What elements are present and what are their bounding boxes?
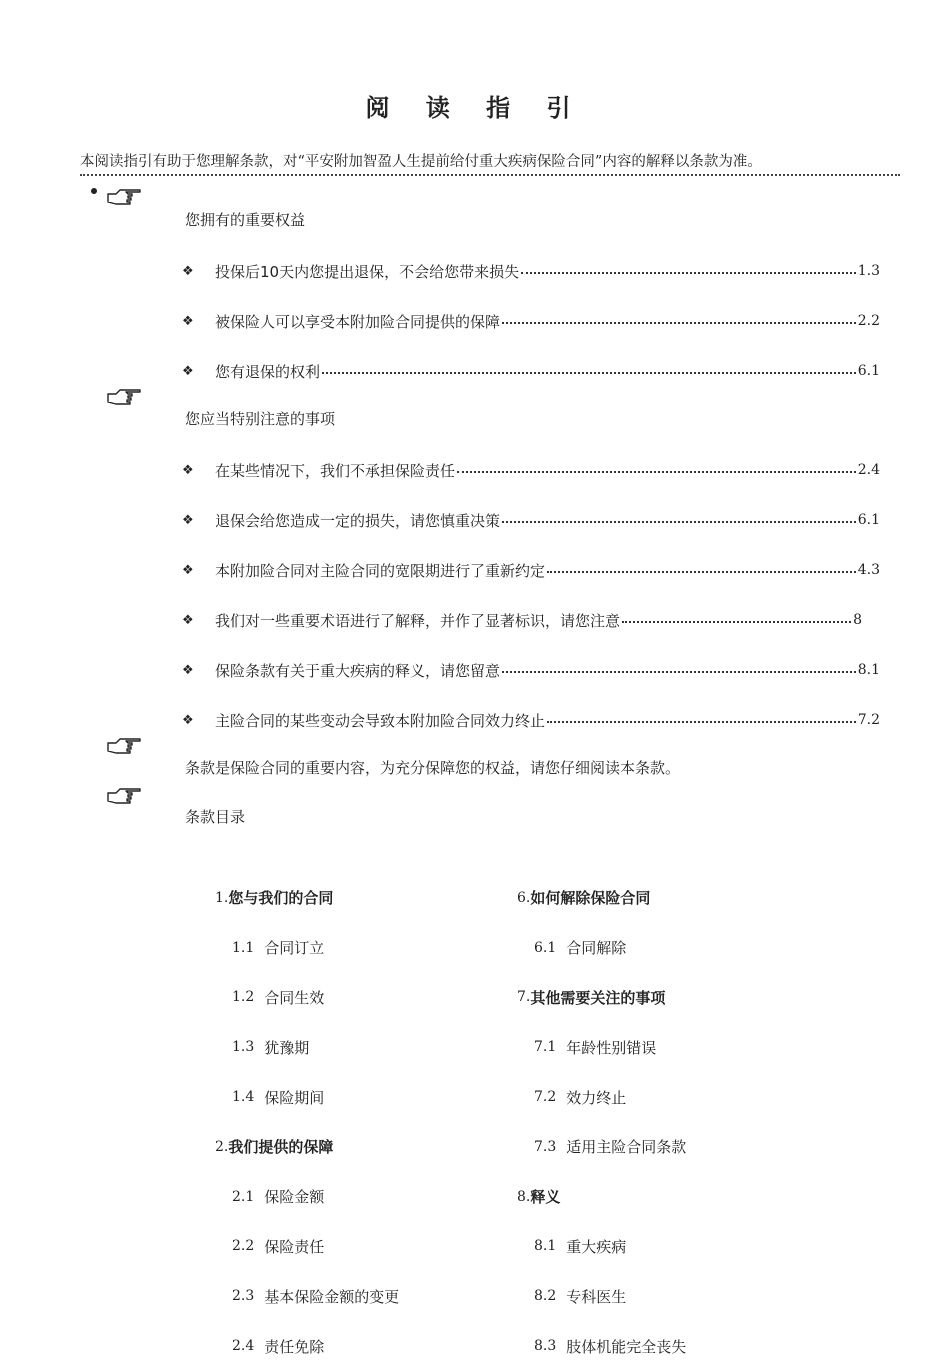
toc-number: 2.2 [232, 1238, 255, 1255]
guide-item-text: 我们对一些重要术语进行了解释，并作了显著标识，请您注意 [215, 611, 621, 630]
toc-chapter[interactable] [517, 973, 817, 1023]
clause-reference: 6.1 [857, 512, 880, 528]
toc-left-column [215, 873, 515, 1371]
toc-right-column [517, 873, 817, 1371]
toc-label: 重大疾病 [566, 1237, 627, 1256]
bullet-icon: ❖ [182, 562, 194, 578]
bullet-icon: ❖ [182, 313, 194, 329]
toc-label: 肢体机能完全丧失 [566, 1337, 687, 1356]
toc-entry[interactable] [215, 973, 515, 1023]
toc-number: 2.4 [232, 1338, 255, 1355]
toc-number: 6.1 [534, 939, 557, 956]
toc-number: 2. [215, 1138, 229, 1155]
clause-reference: 8 [853, 612, 862, 628]
toc-number: 7.3 [534, 1138, 557, 1155]
toc-label: 合同解除 [566, 939, 627, 958]
guide-item[interactable] [182, 508, 880, 532]
toc-entry[interactable] [517, 1022, 817, 1072]
pointing-hand-icon [106, 735, 142, 757]
pointing-hand-icon [106, 186, 142, 208]
pointing-hand-icon [106, 386, 142, 408]
toc-heading: 条款目录 [185, 808, 246, 826]
toc-entry[interactable] [215, 1072, 515, 1122]
toc-entry[interactable] [517, 1271, 817, 1321]
dot-mark [90, 187, 98, 195]
toc-number: 8.1 [534, 1238, 557, 1255]
toc-entry[interactable] [215, 1222, 515, 1272]
section-rights-heading: 您拥有的重要权益 [185, 211, 306, 229]
toc-label: 释义 [530, 1188, 561, 1207]
toc-label: 犹豫期 [264, 1038, 310, 1057]
toc-label: 保险金额 [264, 1188, 325, 1207]
toc-number: 1. [215, 889, 229, 906]
toc-number: 8.3 [534, 1338, 557, 1355]
guide-item-text: 您有退保的权利 [215, 362, 321, 381]
toc-entry[interactable] [215, 1271, 515, 1321]
clause-reference: 2.2 [857, 313, 880, 329]
bullet-icon: ❖ [182, 363, 194, 379]
toc-number: 7. [517, 989, 531, 1006]
page-title: 阅 读 指 引 [365, 93, 585, 122]
dot-leader [502, 671, 856, 673]
toc-label: 我们提供的保障 [228, 1138, 334, 1157]
guide-item[interactable] [182, 259, 880, 283]
toc-label: 合同生效 [264, 988, 325, 1007]
dot-leader [502, 322, 856, 324]
toc-chapter[interactable] [517, 873, 817, 923]
bullet-icon: ❖ [182, 263, 194, 279]
toc-number: 1.1 [232, 939, 255, 956]
clause-reference: 1.3 [857, 263, 880, 279]
toc-label: 年龄性别错误 [566, 1038, 657, 1057]
guide-item-text: 保险条款有关于重大疾病的释义，请您留意 [215, 661, 501, 680]
guide-item-text: 在某些情况下，我们不承担保险责任 [215, 461, 456, 480]
guide-item-text: 本附加险合同对主险合同的宽限期进行了重新约定 [215, 561, 546, 580]
toc-entry[interactable] [517, 1122, 817, 1172]
toc-entry[interactable] [517, 1321, 817, 1371]
clause-reference: 7.2 [857, 712, 880, 728]
guide-item-text: 被保险人可以享受本附加险合同提供的保障 [215, 312, 501, 331]
toc-label: 其他需要关注的事项 [530, 988, 666, 1007]
dot-leader [547, 571, 856, 573]
toc-number: 2.1 [232, 1188, 255, 1205]
guide-item-text: 退保会给您造成一定的损失，请您慎重决策 [215, 511, 501, 530]
dot-leader [521, 272, 856, 274]
toc-number: 1.4 [232, 1089, 255, 1106]
toc-number: 6. [517, 889, 531, 906]
guide-item[interactable] [182, 708, 880, 732]
intro-text: 本阅读指引有助于您理解条款，对“平安附加智盈人生提前给付重大疾病保险合同”内容的解释以条款为准。 [80, 150, 900, 176]
toc-label: 适用主险合同条款 [566, 1138, 687, 1157]
clause-reference: 4.3 [857, 562, 880, 578]
toc-chapter[interactable] [517, 1172, 817, 1222]
toc-label: 您与我们的合同 [228, 889, 334, 908]
toc-entry[interactable] [215, 1321, 515, 1371]
importance-note: 条款是保险合同的重要内容，为充分保障您的权益，请您仔细阅读本条款。 [185, 759, 681, 777]
bullet-icon: ❖ [182, 712, 194, 728]
clause-reference: 2.4 [857, 462, 880, 478]
toc-number: 1.2 [232, 989, 255, 1006]
dot-leader [547, 721, 856, 723]
toc-number: 2.3 [232, 1288, 255, 1305]
clause-reference: 8.1 [857, 662, 880, 678]
bullet-icon: ❖ [182, 662, 194, 678]
toc-label: 基本保险金额的变更 [264, 1287, 400, 1306]
guide-item-text: 主险合同的某些变动会导致本附加险合同效力终止 [215, 711, 546, 730]
toc-number: 8. [517, 1188, 531, 1205]
toc-number: 8.2 [534, 1288, 557, 1305]
toc-number: 1.3 [232, 1039, 255, 1056]
toc-entry[interactable] [215, 923, 515, 973]
pointing-hand-icon [106, 785, 142, 807]
bullet-icon: ❖ [182, 512, 194, 528]
toc-entry[interactable] [517, 1222, 817, 1272]
toc-number: 7.2 [534, 1089, 557, 1106]
toc-label: 效力终止 [566, 1088, 627, 1107]
dot-leader [622, 621, 851, 623]
guide-item[interactable] [182, 658, 880, 682]
guide-item-text: 投保后10天内您提出退保，不会给您带来损失 [215, 262, 520, 281]
toc-entry[interactable] [215, 1172, 515, 1222]
guide-item[interactable] [182, 458, 880, 482]
toc-label: 专科医生 [566, 1287, 627, 1306]
guide-item[interactable] [182, 359, 880, 383]
toc-chapter[interactable] [215, 1122, 515, 1172]
toc-label: 责任免除 [264, 1337, 325, 1356]
toc-entry[interactable] [517, 1072, 817, 1122]
dot-leader [457, 471, 856, 473]
guide-item[interactable] [182, 608, 862, 632]
section-attention-heading: 您应当特别注意的事项 [185, 410, 336, 428]
dot-leader [322, 372, 856, 374]
bullet-icon: ❖ [182, 612, 194, 628]
toc-label: 保险责任 [264, 1237, 325, 1256]
toc-label: 保险期间 [264, 1088, 325, 1107]
dot-leader [502, 521, 856, 523]
toc-entry[interactable] [517, 923, 817, 973]
toc-label: 合同订立 [264, 939, 325, 958]
toc-chapter[interactable] [215, 873, 515, 923]
guide-item[interactable] [182, 309, 880, 333]
toc-label: 如何解除保险合同 [530, 889, 651, 908]
toc-number: 7.1 [534, 1039, 557, 1056]
guide-item[interactable] [182, 558, 880, 582]
bullet-icon: ❖ [182, 462, 194, 478]
toc-entry[interactable] [215, 1022, 515, 1072]
clause-reference: 6.1 [857, 363, 880, 379]
